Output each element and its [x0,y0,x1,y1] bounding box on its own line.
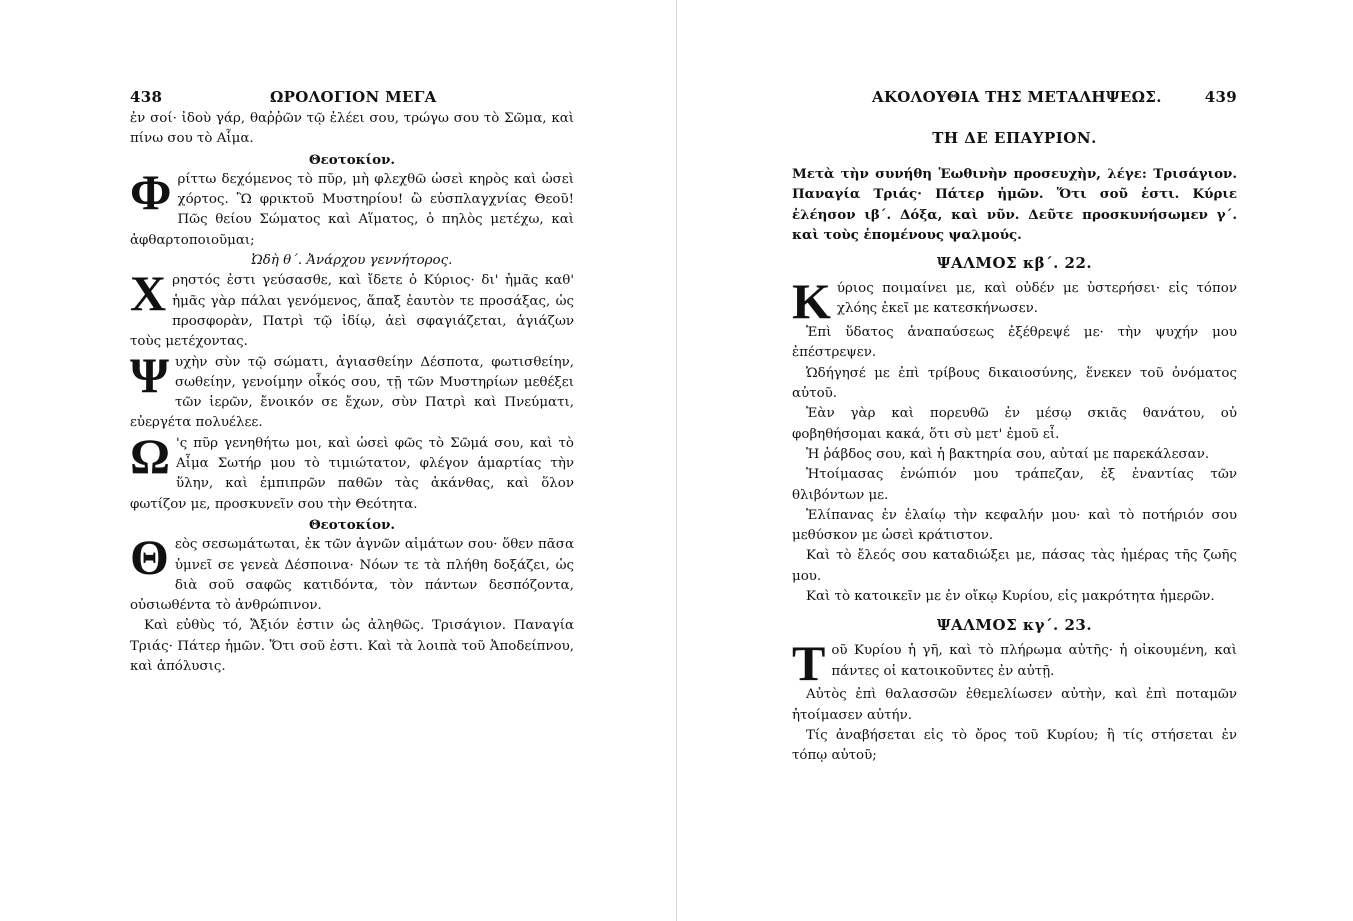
psalm-title: ΨΑΛΜΟΣ κγ΄. 23. [936,616,1093,635]
right-running-title: ΑΚΟΛΟΥΘΙΑ ΤΗΣ ΜΕΤΑΛΗΨΕΩΣ. [872,88,1162,106]
paragraph-text: εὸς σεσωμάτωται, ἐκ τῶν ἁγνῶν αἱμάτων σου· ὅθεν πᾶσα ὑμνεῖ σε γενεὰ Δέσποινα· Νόων τε τὰ πλήθη δοξάζει, ὡς διὰ σοῦ σαφῶς κατιδόντα, τὸν πάντων δεσπόζοντα, οὐσιωθέντα τὸ ἀνθρώπινον. [130,537,574,614]
drop-cap: Ψ [130,352,169,403]
verse-text: οῦ Κυρίου ἡ γῆ, καὶ τὸ πλήρωμα αὐτῆς· ἡ οἰκουμένη, καὶ πάντες οἱ κατοικοῦντες ἐν αὐτῇ. [831,643,1237,679]
paragraph-text: ρίττω δεχόμενος τὸ πῦρ, μὴ φλεχθῶ ὡσεὶ κηρὸς καὶ ὡσεὶ χόρτος. Ὢ φρικτοῦ Μυστηρίου! ὢ εὐσπλαγχνίας Θεοῦ! Πῶς θείου Σώματος καὶ Αἵματος, ὁ πηλὸς μετέχω, καὶ ἀφθαρτοποιοῦμαι; [130,171,574,248]
psalm-verse: Ἡτοίμασας ἐνώπιόν μου τράπεζαν, ἐξ ἐναντίας τῶν θλιβόντων με. [792,467,1237,503]
left-page-number: 438 [130,88,163,106]
psalm-verse: Καὶ τὸ κατοικεῖν με ἐν οἴκῳ Κυρίου, εἰς μακρότητα ἡμερῶν. [806,589,1215,605]
paragraph [130,271,574,352]
paragraph-text: 'ς πῦρ γενηθήτω μοι, καὶ ὡσεὶ φῶς τὸ Σῶμά σου, καὶ τὸ Αἷμα Σωτήρ μου τὸ τιμιώτατον, φλέγον ἁμαρτίας τὴν ὕλην, καὶ ἐμπιπρῶν παθῶν τὰς ἀκάνθας, καὶ ὅλον φωτίζον με, προσκυνεῖν σου τὴν Θεότητα. [130,435,574,512]
rubric: Μετὰ τὴν συνήθη Ἑωθινὴν προσευχὴν, λέγε: Τρισάγιον. Παναγία Τριάς· Πάτερ ἡμῶν. Ὅτι σοῦ ἐστι. Κύριε ἐλέησον ιβ΄. Δόξα, καὶ νῦν. Δεῦτε προσκυνήσωμεν γ΄. καὶ τοὺς ἑπομένους ψαλμούς. [792,166,1237,243]
paragraph [130,353,574,434]
book-gutter [676,0,677,921]
psalm-verse: Ἐὰν γὰρ καὶ πορευθῶ ἐν μέσῳ σκιᾶς θανάτου, οὐ φοβηθήσομαι κακά, ὅτι σὺ μετ' ἐμοῦ εἶ. [792,406,1237,442]
psalm-verse: Αὐτὸς ἐπὶ θαλασσῶν ἐθεμελίωσεν αὐτὴν, καὶ ἐπὶ ποταμῶν ἡτοίμασεν αὐτήν. [792,687,1237,723]
left-running-title: ΩΡΟΛΟΓΙΟΝ ΜΕΓΑ [270,88,437,106]
right-page-number: 439 [1204,88,1237,106]
paragraph [130,535,574,616]
drop-cap: Κ [792,279,831,324]
psalm-verse: Ἐπὶ ὕδατος ἀναπαύσεως ἐξέθρεψέ με· τὴν ψυχήν μου ἐπέστρεψεν. [792,325,1237,361]
drop-cap: Θ [130,535,169,586]
psalm-verse: Τίς ἀναβήσεται εἰς τὸ ὄρος τοῦ Κυρίου; ἢ τίς στήσεται ἐν τόπῳ αὐτοῦ; [792,727,1237,764]
paragraph: ἐν σοί· ἰδοὺ γάρ, θαῤῥῶν τῷ ἐλέει σου, τρώγω σου τὸ Σῶμα, καὶ πίνω σου τὸ Αἷμα. [130,111,574,147]
verse-text: ύριος ποιμαίνει με, καὶ οὐδέν με ὑστερήσει· εἰς τόπον χλόης ἐκεῖ με κατεσκήνωσεν. [836,281,1237,317]
paragraph-text: ρηστός ἐστι γεύσασθε, καὶ ἴδετε ὁ Κύριος· δι' ἡμᾶς καθ' ἡμᾶς γὰρ πάλαι γενόμενος, ἅπαξ ἑαυτὸν τε προσάξας, ὡς προσφορὰν, Πατρὶ τῷ ἰδίῳ, ἀεὶ σφαγιάζεται, ἁγιάζων τοὺς μετέχοντας. [130,273,574,350]
drop-cap: Χ [130,271,167,322]
section-heading: Θεοτοκίον. [308,516,396,533]
drop-cap: Ω [130,433,171,484]
right-page-body [792,126,1237,767]
psalm-verse: Ὡδήγησέ με ἐπὶ τρίβους δικαιοσύνης, ἕνεκεν τοῦ ὀνόματος αὐτοῦ. [792,365,1237,402]
day-heading: ΤΗ ΔΕ ΕΠΑΥΡΙΟΝ. [932,129,1097,147]
psalm-verse [792,279,1237,323]
drop-cap: Τ [792,641,826,686]
left-running-head [130,88,574,108]
paragraph-text: υχὴν σὺν τῷ σώματι, ἁγιασθείην Δέσποτα, φωτισθείην, σωθείην, γενοίμην οἶκός σου, τῇ τῶν Μυστηρίων μεθέξει τῶν ἱερῶν, ἔνοικόν σε ἔχων, σὺν Πατρὶ καὶ Πνεύματι, εὐεργέτα πολυέλεε. [130,354,574,431]
psalm-verse [792,641,1237,685]
drop-cap: Φ [130,169,172,220]
right-running-head [792,88,1237,108]
ode-heading: Ὠδὴ θ΄. Ἀνάρχου γεννήτορος. [251,253,453,269]
psalm-verse: Καὶ τὸ ἔλεός σου καταδιώξει με, πάσας τὰς ἡμέρας τῆς ζωῆς μου. [792,548,1237,584]
paragraph: Καὶ εὐθὺς τό, Ἄξιόν ἐστιν ὡς ἀληθῶς. Τρισάγιον. Παναγία Τριάς· Πάτερ ἡμῶν. Ὅτι σοῦ ἐστι. Καὶ τὰ λοιπὰ τοῦ Ἀποδείπνου, καὶ ἀπόλυσις. [130,618,574,675]
paragraph [130,170,574,251]
left-page-body [130,109,574,677]
section-heading: Θεοτοκίον. [308,151,396,168]
psalm-verse: Ἡ ῥάβδος σου, καὶ ἡ βακτηρία σου, αὐταί με παρεκάλεσαν. [806,446,1210,462]
paragraph [130,434,574,515]
psalm-verse: Ἐλίπανας ἐν ἐλαίῳ τὴν κεφαλήν μου· καὶ τὸ ποτήριόν σου μεθύσκον με ὡσεὶ κράτιστον. [792,507,1237,544]
psalm-title: ΨΑΛΜΟΣ κβ΄. 22. [936,254,1093,273]
